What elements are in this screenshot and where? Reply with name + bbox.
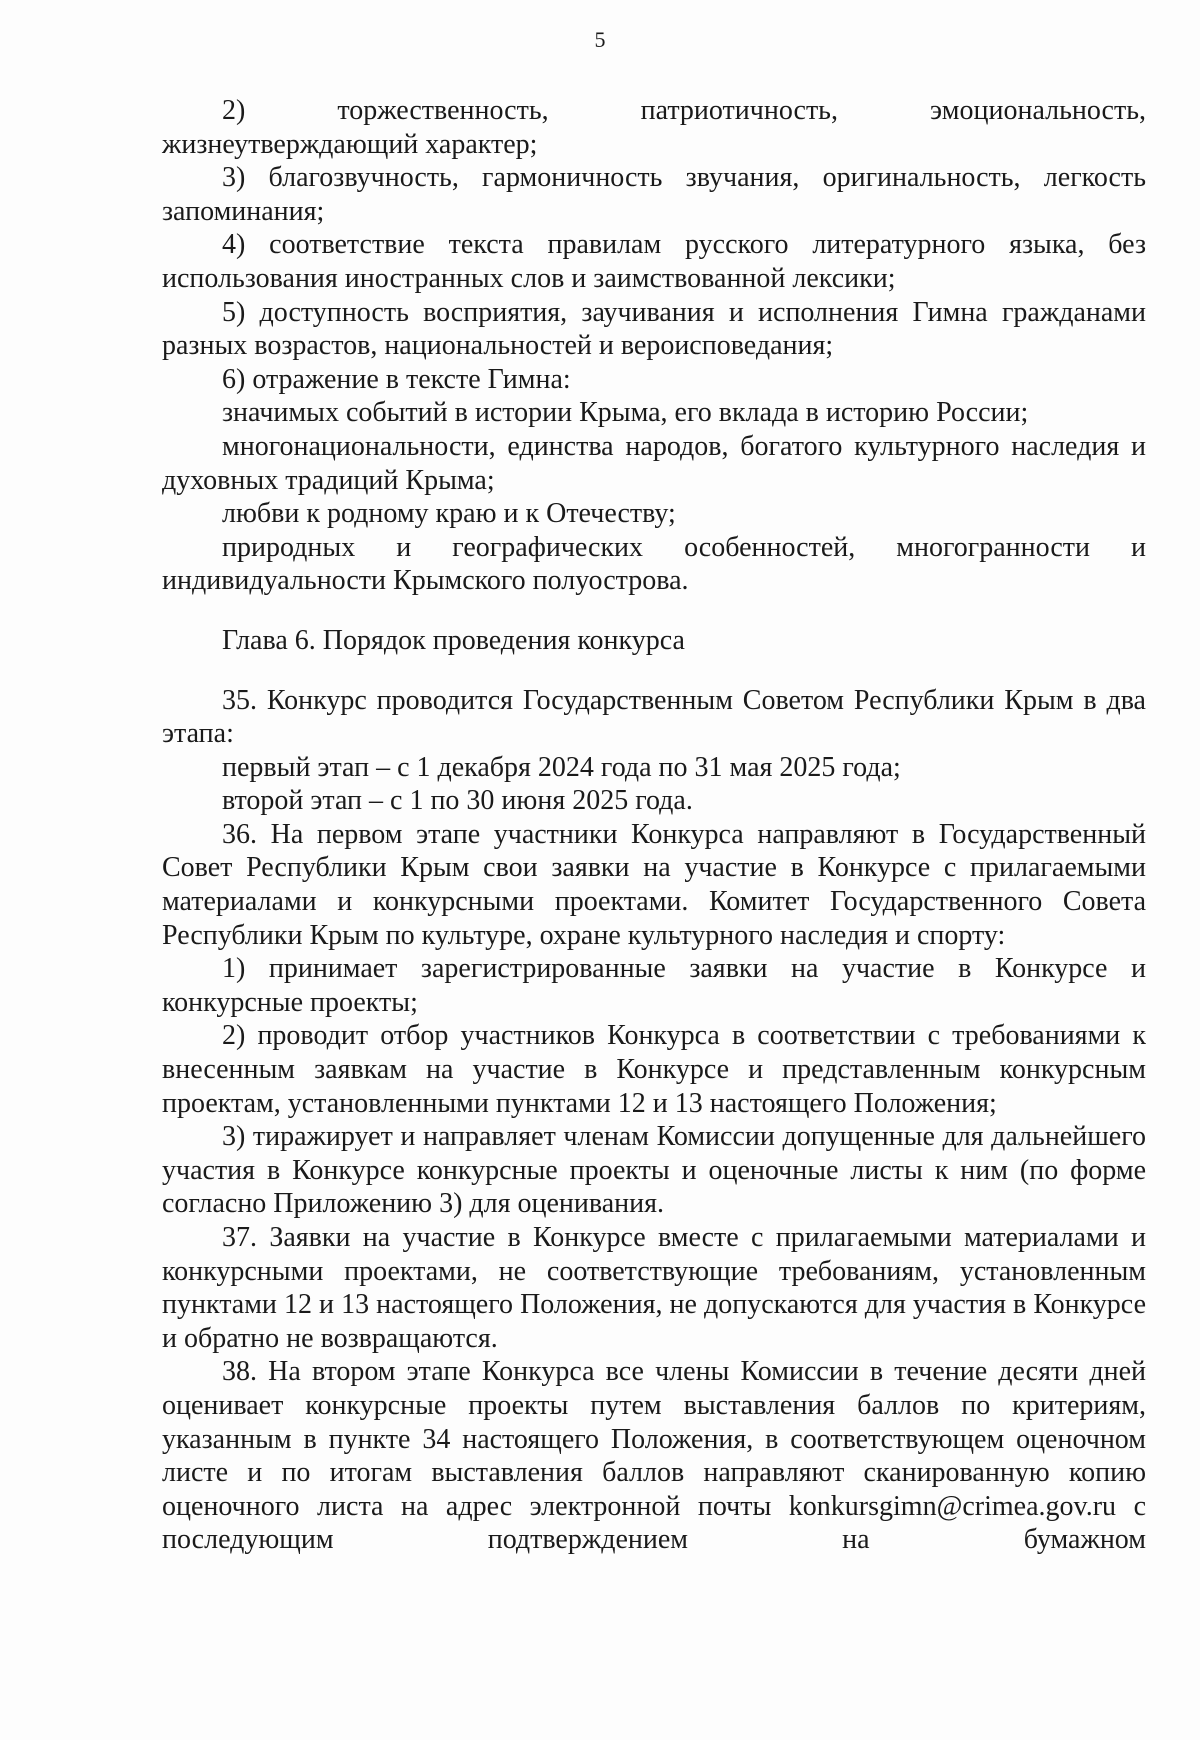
paragraph-criterion-3: 3) благозвучность, гармоничность звучания, оригинальность, легкость запоминания; [162,162,1146,227]
paragraph-criterion-2: 2) торжественность, патриотичность, эмоциональность, жизнеутверждающий характер; [162,95,1146,160]
paragraph-criterion-6-item-4: природных и географических особенностей, многогранности и индивидуальности Крымского полуострова. [162,531,1146,597]
paragraph-criterion-6: 6) отражение в тексте Гимна: [222,363,571,395]
paragraph-criterion-6-item-2: многонациональности, единства народов, богатого культурного наследия и духовных традиций Крыма; [162,430,1146,496]
paragraph-37: 37. Заявки на участие в Конкурсе вместе с прилагаемыми материалами и конкурсными проектами, не соответствующие требованиям, установленным пунктами 12 и 13 настоящего Положения, не допускаются для участия в Конкурсе и обратно не возвращаются. [162,1222,1146,1354]
paragraph-36-item-2: 2) проводит отбор участников Конкурса в соответствии с требованиями к внесенным заявкам на участие в Конкурсе и представленным конкурсным проектам, установленными пунктами 12 и 13 настоящего Положения; [162,1020,1146,1119]
document-body [162,94,1146,1557]
paragraph-criterion-6-item-3: любви к родному краю и к Отечеству; [222,498,676,530]
paragraph-criterion-5: 5) доступность восприятия, заучивания и исполнения Гимна гражданами разных возрастов, национальностей и вероисповедания; [162,296,1146,362]
paragraph-36-item-3: 3) тиражирует и направляет членам Комиссии допущенные для дальнейшего участия в Конкурсе конкурсные проекты и оценочные листы к ним (по форме согласно Приложению 3) для оценивания. [162,1121,1146,1220]
chapter-heading: Глава 6. Порядок проведения конкурса [222,624,685,656]
paragraph-criterion-6-item-1: значимых событий в истории Крыма, его вклада в историю России; [222,397,1029,429]
paragraph-35-stage-2: второй этап – с 1 по 30 июня 2025 года. [222,785,693,817]
paragraph-35-stage-1: первый этап – с 1 декабря 2024 года по 31 мая 2025 года; [222,751,901,783]
paragraph-38: 38. На втором этапе Конкурса все члены Комиссии в течение десяти дней оценивает конкурсные проекты путем выставления баллов по критериям, указанным в пункте 34 настоящего Положения, в соответствующем оценочном листе и по итогам выставления баллов направляют сканированную копию оценочного листа на адрес электронной почты konkursgimn@crimea.gov.ru с последующим подтверждением на бумажном [162,1356,1146,1556]
paragraph-35: 35. Конкурс проводится Государственным Советом Республики Крым в два этапа: [162,684,1146,750]
page-number: 5 [594,27,606,52]
paragraph-36-item-1: 1) принимает зарегистрированные заявки на участие в Конкурсе и конкурсные проекты; [162,953,1146,1018]
paragraph-36: 36. На первом этапе участники Конкурса направляют в Государственный Совет Республики Крым свои заявки на участие в Конкурсе с прилагаемыми материалами и конкурсными проектами. Комитет Государственного Совета Республики Крым по культуре, охране культурного наследия и спорту: [162,818,1146,951]
paragraph-criterion-4: 4) соответствие текста правилам русского литературного языка, без использования иностранных слов и заимствованной лексики; [162,229,1146,294]
